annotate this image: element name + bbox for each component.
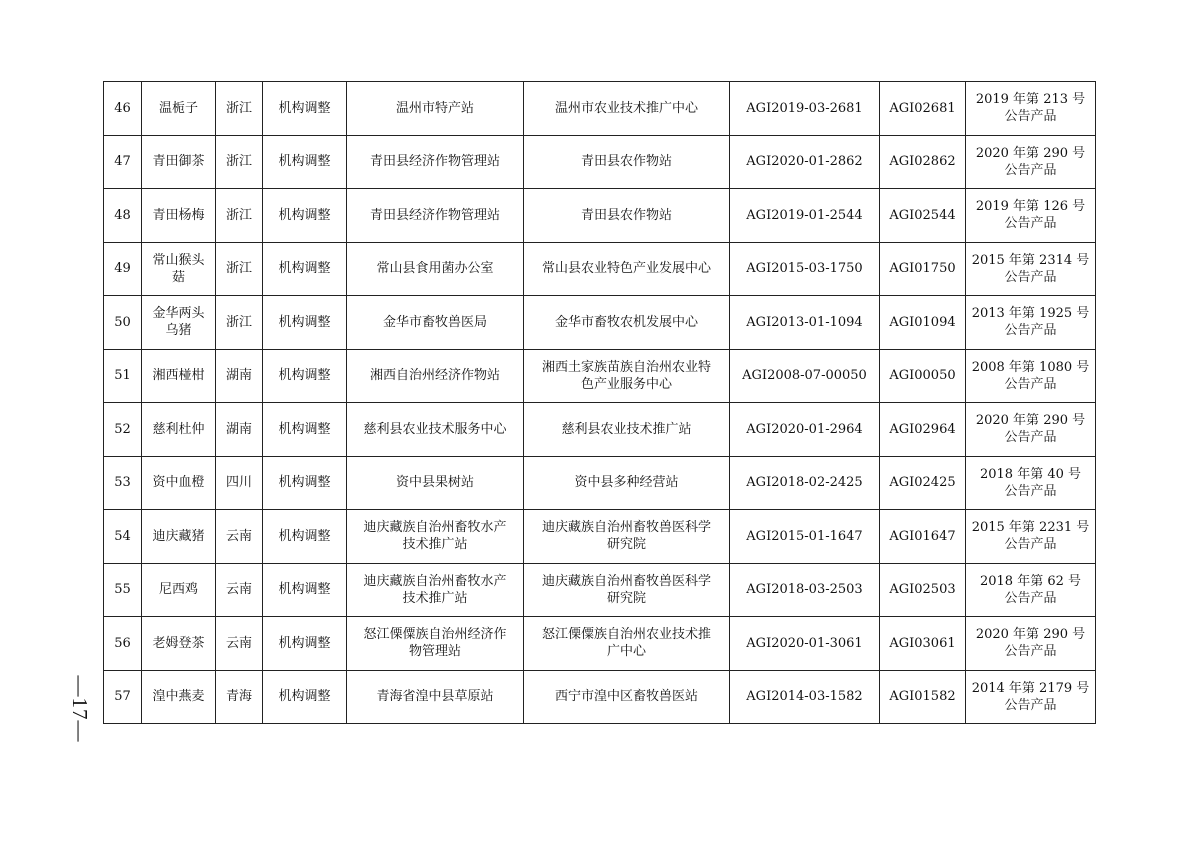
cell-change-type: 机构调整 <box>263 82 347 136</box>
cell-new-holder: 常山县农业特色产业发展中心 <box>524 242 730 296</box>
cell-new-holder: 西宁市湟中区畜牧兽医站 <box>524 670 730 724</box>
cell-registration-number: AGI2014-03-1582 <box>730 670 880 724</box>
cell-province: 浙江 <box>216 189 263 243</box>
cell-change-type: 机构调整 <box>263 510 347 564</box>
table-row <box>104 82 1096 136</box>
table-row <box>104 242 1096 296</box>
cell-change-type: 机构调整 <box>263 135 347 189</box>
cell-number: 47 <box>104 135 142 189</box>
cell-province: 浙江 <box>216 296 263 350</box>
cell-change-type: 机构调整 <box>263 242 347 296</box>
registration-change-table <box>103 81 1096 724</box>
cell-product-code: AGI02503 <box>880 563 966 617</box>
cell-original-holder: 慈利县农业技术服务中心 <box>347 403 524 457</box>
cell-registration-number: AGI2020-01-2862 <box>730 135 880 189</box>
cell-new-holder: 青田县农作物站 <box>524 189 730 243</box>
cell-change-type: 机构调整 <box>263 403 347 457</box>
cell-registration-number: AGI2008-07-00050 <box>730 349 880 403</box>
cell-announcement: 2015 年第 2231 号 公告产品 <box>966 510 1096 564</box>
cell-number: 46 <box>104 82 142 136</box>
cell-new-holder: 温州市农业技术推广中心 <box>524 82 730 136</box>
cell-original-holder: 青田县经济作物管理站 <box>347 135 524 189</box>
cell-number: 56 <box>104 617 142 671</box>
table-row <box>104 403 1096 457</box>
cell-product-name: 资中血橙 <box>142 456 216 510</box>
cell-product-code: AGI02862 <box>880 135 966 189</box>
cell-announcement: 2015 年第 2314 号 公告产品 <box>966 242 1096 296</box>
cell-province: 浙江 <box>216 242 263 296</box>
cell-product-name: 迪庆藏猪 <box>142 510 216 564</box>
cell-announcement: 2018 年第 40 号 公告产品 <box>966 456 1096 510</box>
cell-original-holder: 迪庆藏族自治州畜牧水产 技术推广站 <box>347 563 524 617</box>
cell-new-holder: 湘西土家族苗族自治州农业特 色产业服务中心 <box>524 349 730 403</box>
cell-product-name: 常山猴头 菇 <box>142 242 216 296</box>
table-body <box>104 82 1096 724</box>
cell-product-name: 湟中燕麦 <box>142 670 216 724</box>
cell-original-holder: 青田县经济作物管理站 <box>347 189 524 243</box>
cell-product-name: 青田御茶 <box>142 135 216 189</box>
cell-product-name: 老姆登茶 <box>142 617 216 671</box>
cell-announcement: 2019 年第 213 号 公告产品 <box>966 82 1096 136</box>
cell-original-holder: 温州市特产站 <box>347 82 524 136</box>
cell-change-type: 机构调整 <box>263 189 347 243</box>
cell-product-name: 金华两头 乌猪 <box>142 296 216 350</box>
cell-province: 云南 <box>216 510 263 564</box>
cell-original-holder: 常山县食用菌办公室 <box>347 242 524 296</box>
cell-province: 青海 <box>216 670 263 724</box>
cell-product-code: AGI02964 <box>880 403 966 457</box>
cell-announcement: 2020 年第 290 号 公告产品 <box>966 617 1096 671</box>
cell-registration-number: AGI2018-02-2425 <box>730 456 880 510</box>
cell-change-type: 机构调整 <box>263 563 347 617</box>
cell-original-holder: 迪庆藏族自治州畜牧水产 技术推广站 <box>347 510 524 564</box>
cell-number: 49 <box>104 242 142 296</box>
table-row <box>104 349 1096 403</box>
cell-product-code: AGI03061 <box>880 617 966 671</box>
cell-change-type: 机构调整 <box>263 296 347 350</box>
cell-new-holder: 怒江傈僳族自治州农业技术推 广中心 <box>524 617 730 671</box>
cell-announcement: 2020 年第 290 号 公告产品 <box>966 403 1096 457</box>
cell-number: 53 <box>104 456 142 510</box>
cell-new-holder: 金华市畜牧农机发展中心 <box>524 296 730 350</box>
cell-number: 51 <box>104 349 142 403</box>
cell-announcement: 2019 年第 126 号 公告产品 <box>966 189 1096 243</box>
cell-number: 52 <box>104 403 142 457</box>
cell-announcement: 2008 年第 1080 号 公告产品 <box>966 349 1096 403</box>
cell-product-name: 尼西鸡 <box>142 563 216 617</box>
cell-product-code: AGI01647 <box>880 510 966 564</box>
table-row <box>104 617 1096 671</box>
cell-product-name: 温栀子 <box>142 82 216 136</box>
cell-province: 浙江 <box>216 82 263 136</box>
cell-original-holder: 青海省湟中县草原站 <box>347 670 524 724</box>
cell-product-code: AGI00050 <box>880 349 966 403</box>
cell-announcement: 2020 年第 290 号 公告产品 <box>966 135 1096 189</box>
cell-registration-number: AGI2018-03-2503 <box>730 563 880 617</box>
cell-number: 57 <box>104 670 142 724</box>
cell-product-name: 慈利杜仲 <box>142 403 216 457</box>
cell-registration-number: AGI2015-01-1647 <box>730 510 880 564</box>
cell-new-holder: 青田县农作物站 <box>524 135 730 189</box>
cell-announcement: 2018 年第 62 号 公告产品 <box>966 563 1096 617</box>
cell-new-holder: 慈利县农业技术推广站 <box>524 403 730 457</box>
page-number: —17— <box>68 675 93 743</box>
table-row <box>104 296 1096 350</box>
cell-product-code: AGI02425 <box>880 456 966 510</box>
cell-registration-number: AGI2015-03-1750 <box>730 242 880 296</box>
cell-number: 54 <box>104 510 142 564</box>
cell-province: 湖南 <box>216 349 263 403</box>
cell-change-type: 机构调整 <box>263 670 347 724</box>
table-row <box>104 456 1096 510</box>
cell-registration-number: AGI2019-01-2544 <box>730 189 880 243</box>
cell-original-holder: 资中县果树站 <box>347 456 524 510</box>
cell-new-holder: 迪庆藏族自治州畜牧兽医科学 研究院 <box>524 563 730 617</box>
cell-new-holder: 迪庆藏族自治州畜牧兽医科学 研究院 <box>524 510 730 564</box>
cell-product-code: AGI01094 <box>880 296 966 350</box>
cell-province: 云南 <box>216 563 263 617</box>
cell-province: 云南 <box>216 617 263 671</box>
table-row <box>104 189 1096 243</box>
cell-registration-number: AGI2013-01-1094 <box>730 296 880 350</box>
cell-product-code: AGI01750 <box>880 242 966 296</box>
table-row <box>104 670 1096 724</box>
cell-product-code: AGI01582 <box>880 670 966 724</box>
cell-registration-number: AGI2020-01-3061 <box>730 617 880 671</box>
cell-number: 50 <box>104 296 142 350</box>
cell-original-holder: 怒江傈僳族自治州经济作 物管理站 <box>347 617 524 671</box>
cell-product-code: AGI02544 <box>880 189 966 243</box>
cell-change-type: 机构调整 <box>263 617 347 671</box>
cell-original-holder: 金华市畜牧兽医局 <box>347 296 524 350</box>
cell-original-holder: 湘西自治州经济作物站 <box>347 349 524 403</box>
cell-registration-number: AGI2020-01-2964 <box>730 403 880 457</box>
cell-province: 四川 <box>216 456 263 510</box>
cell-announcement: 2014 年第 2179 号 公告产品 <box>966 670 1096 724</box>
cell-change-type: 机构调整 <box>263 349 347 403</box>
cell-number: 55 <box>104 563 142 617</box>
cell-new-holder: 资中县多种经营站 <box>524 456 730 510</box>
cell-province: 湖南 <box>216 403 263 457</box>
cell-registration-number: AGI2019-03-2681 <box>730 82 880 136</box>
table-row <box>104 510 1096 564</box>
table-row <box>104 135 1096 189</box>
cell-change-type: 机构调整 <box>263 456 347 510</box>
cell-product-name: 青田杨梅 <box>142 189 216 243</box>
cell-announcement: 2013 年第 1925 号 公告产品 <box>966 296 1096 350</box>
table-row <box>104 563 1096 617</box>
cell-number: 48 <box>104 189 142 243</box>
cell-product-name: 湘西椪柑 <box>142 349 216 403</box>
cell-product-code: AGI02681 <box>880 82 966 136</box>
cell-province: 浙江 <box>216 135 263 189</box>
